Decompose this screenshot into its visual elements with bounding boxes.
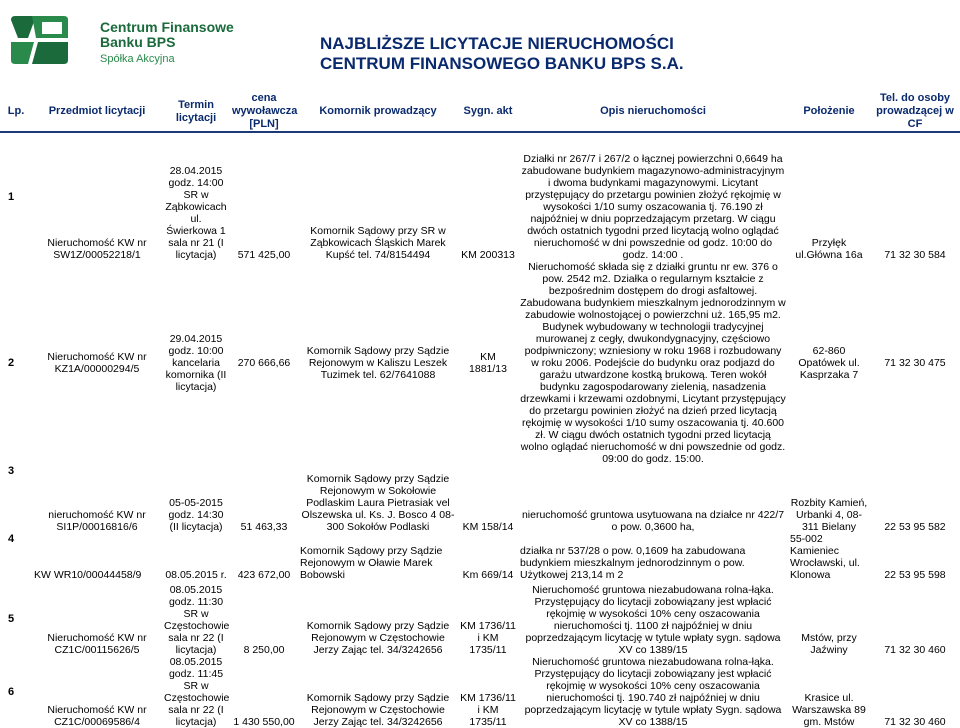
row-desc: Nieruchomość składa się z działki gruntu nr ew. 376 o pow. 2542 m2. Działka o regularnym kształcie z bezpośrednim dostępem do drogi asfaltowej. Zabudowana budynkiem mieszkalnym jednorodzinnym w zabudowie wolnostojącej o powierzchni uż. 165,95 m2. Budynek wybudowany w technologii tradycyjnej murowanej z cegły, dwukondygnacyjny, częściowo podpiwniczony; wzniesiony w roku 1968 i rozbudowany w roku 2006. Podejście do budynku oraz podjazd do garażu utwardzone kostką brukową. Teren wokół budynku zagospodarowany zielenią, nasadzenia drzewkami i krzewami ozdobnymi, Licytant przystępujący do przetargu powinien złożyć na dzień przed licytacją rękojmię w wysokości 1/10 sumy oszacowania tj. 40.600 zł. W ciągu dwóch ostatnich tygodni przed licytacją wolno oglądać nieruchomość w dni powszednie od godz. 09:00 do godz. 15:00. — [520, 261, 786, 465]
row-ref: KM 1736/11 i KM 1735/11 — [460, 692, 516, 728]
row-phone: 22 53 95 582 — [884, 521, 946, 533]
row-date: 28.04.2015 godz. 14:00 SR w Ząbkowicach ul. Świerkowa 1 sala nr 21 (I licytacja) — [165, 165, 227, 261]
row-desc: działka nr 537/28 o pow. 0,1609 ha zabudowana budynkiem mieszkalnym jednorodzinnym o pow. Użytkowej 213,14 m 2 — [520, 545, 746, 581]
title-line1: NAJBLIŻSZE LICYTACJE NIERUCHOMOŚCI — [320, 34, 674, 53]
row-desc: Nieruchomość gruntowa niezabudowana rolna-łąka. Przystępujący do licytacji zobowiązany jest wpłacić rękojmię w wysokości 10% ceny oszacowania nieruchomości tj. 190.740 zł najpóźniej w dniu poprzedzającym licytację w tytule wpłaty Sygn. sądowa XV co 1388/15 — [524, 656, 782, 728]
row-lp: 4 — [8, 533, 15, 545]
col-header-desc: Opis nieruchomości — [600, 105, 706, 117]
row-bailiff: Komornik Sądowy przy Sądzie Rejonowym w Kaliszu Leszek Tuzimek tel. 62/7641088 — [306, 345, 450, 381]
row-ref: KM 158/14 — [462, 521, 514, 533]
row-ref: KM 1736/11 i KM 1735/11 — [460, 620, 516, 656]
table-row — [0, 581, 960, 656]
row-date: 29.04.2015 godz. 10:00 kancelaria komornika (II licytacja) — [165, 333, 227, 393]
col-header-subject: Przedmiot licytacji — [48, 105, 146, 117]
col-header-date: Termin licytacji — [175, 98, 217, 124]
row-location: Rozbity Kamień, Urbanki 4, 08-311 Bielany — [790, 497, 868, 533]
col-header-lp: Lp. — [7, 105, 25, 117]
page-title — [320, 34, 684, 74]
row-bailiff: Komornik Sądowy przy Sądzie Rejonowym w Oławie Marek Bobowski — [300, 545, 443, 581]
row-phone: 71 32 30 460 — [884, 716, 946, 728]
row-bailiff: Komornik Sądowy przy SR w Ząbkowicach Śląskich Marek Kupść tel. 74/8154494 — [310, 225, 446, 261]
row-date: 08.05.2015 r. — [165, 569, 227, 581]
row-phone: 22 53 95 598 — [884, 569, 946, 581]
row-location: 62-860 Opatówek ul. Kasprzaka 7 — [798, 345, 860, 381]
col-header-phone: Tel. do osoby prowadzącej w CF — [876, 92, 954, 130]
row-location: Przyłęk ul.Główna 16a — [795, 237, 863, 261]
row-subject: Nieruchomość KW nr SW1Z/00052218/1 — [47, 237, 147, 261]
table-header-row — [0, 92, 960, 132]
row-lp: 2 — [8, 357, 15, 369]
row-ref: KM 200313 — [461, 249, 515, 261]
row-desc: nieruchomość gruntowa usytuowana na działce nr 422/7 o pow. 0,3600 ha, — [521, 509, 785, 533]
auction-table — [0, 92, 960, 728]
row-ref: Km 669/14 — [462, 569, 514, 581]
row-price: 571 425,00 — [237, 249, 291, 261]
row-bailiff: Komornik Sądowy przy Sądzie Rejonowym w Częstochowie Jerzy Zając tel. 34/3242656 — [306, 620, 450, 656]
logo-line1: Centrum Finansowe — [100, 19, 234, 35]
row-lp: 5 — [8, 612, 15, 625]
col-header-bailiff: Komornik prowadzący — [319, 105, 437, 117]
row-subject: KW WR10/00044458/9 — [34, 569, 142, 581]
row-lp: 1 — [8, 191, 15, 203]
row-phone: 71 32 30 460 — [884, 644, 946, 656]
row-lp: 3 — [8, 465, 15, 477]
row-price: 1 430 550,00 — [233, 716, 295, 728]
row-ref: KM 1881/13 — [469, 351, 507, 375]
table-row — [0, 533, 960, 581]
row-location: 55-002 Kamieniec Wrocławski, ul. Klonowa — [790, 533, 860, 581]
col-header-location: Położenie — [803, 105, 855, 117]
table-row — [0, 656, 960, 728]
row-date: 08.05.2015 godz. 11:30 SR w Częstochowie sala nr 22 (I licytacja) — [164, 584, 230, 656]
page-header — [0, 0, 960, 92]
row-date: 05-05-2015 godz. 14:30 (II licytacja) — [168, 497, 224, 533]
row-location: Krasice ul. Warszawska 89 gm. Mstów — [792, 692, 866, 728]
row-subject: Nieruchomość KW nr CZ1C/00115626/5 — [47, 632, 147, 656]
logo-line3: Spółka Akcyjna — [100, 53, 175, 65]
title-line2: CENTRUM FINANSOWEGO BANKU BPS S.A. — [320, 54, 684, 73]
row-bailiff: Komornik Sądowy przy Sądzie Rejonowym w Częstochowie Jerzy Zając tel. 34/3242656 — [306, 692, 450, 728]
logo-text — [100, 20, 234, 65]
row-subject: Nieruchomość KW nr KZ1A/00000294/5 — [47, 351, 147, 375]
row-price: 423 672,00 — [237, 569, 291, 581]
table-row — [0, 132, 960, 261]
bank-logo-icon — [6, 12, 96, 70]
row-bailiff: Komornik Sądowy przy Sądzie Rejonowym w Sokołowie Podlaskim Laura Pietrasiak vel Olszewska ul. Ks. J. Bosco 4 08-300 Sokołów Podlaski — [301, 473, 455, 533]
row-location: Mstów, przy Jaźwiny — [801, 632, 857, 656]
row-subject: nieruchomość KW nr SI1P/00016816/6 — [48, 509, 146, 533]
col-header-ref: Sygn. akt — [463, 105, 513, 117]
row-subject: Nieruchomość KW nr CZ1C/00069586/4 — [47, 704, 147, 728]
row-price: 8 250,00 — [243, 644, 285, 656]
row-price: 270 666,66 — [237, 357, 291, 369]
row-phone: 71 32 30 584 — [884, 249, 946, 261]
row-phone: 71 32 30 475 — [884, 357, 946, 369]
col-header-price: cena wywoławcza [PLN] — [232, 92, 298, 130]
table-row — [0, 261, 960, 465]
row-desc: Działki nr 267/7 i 267/2 o łącznej powierzchni 0,6649 ha zabudowane budynkiem magazynowo-administracyjnym i dwoma budynkami magazynowymi. Licytant przystępujący do przetargu powinien złożyć rękojmię w wysokości 1/10 sumy oszacowania tj. 76.190 zł najpóźniej w dniu poprzedzającym przetarg. W ciągu dwóch ostatnich tygodni przed licytacją wolno oglądać nieruchomość w dni powszednie od godz. 10:00 do godz. 14:00 . — [521, 153, 785, 261]
row-date: 08.05.2015 godz. 11:45 SR w Częstochowie sala nr 22 (I licytacja) — [164, 656, 230, 728]
row-lp: 6 — [8, 686, 15, 698]
table-row — [0, 465, 960, 533]
row-price: 51 463,33 — [240, 521, 288, 533]
logo-line2: Banku BPS — [100, 34, 176, 50]
row-desc: Nieruchomość gruntowa niezabudowana rolna-łąka. Przystępujący do licytacji zobowiązany jest wpłacić rękojmię w wysokości 10% ceny oszacowania nieruchomości tj. 1100 zł najpóźniej w dniu poprzedzającym licytację w tytule wpłaty sygn. sądowa XV co 1389/15 — [525, 584, 781, 656]
